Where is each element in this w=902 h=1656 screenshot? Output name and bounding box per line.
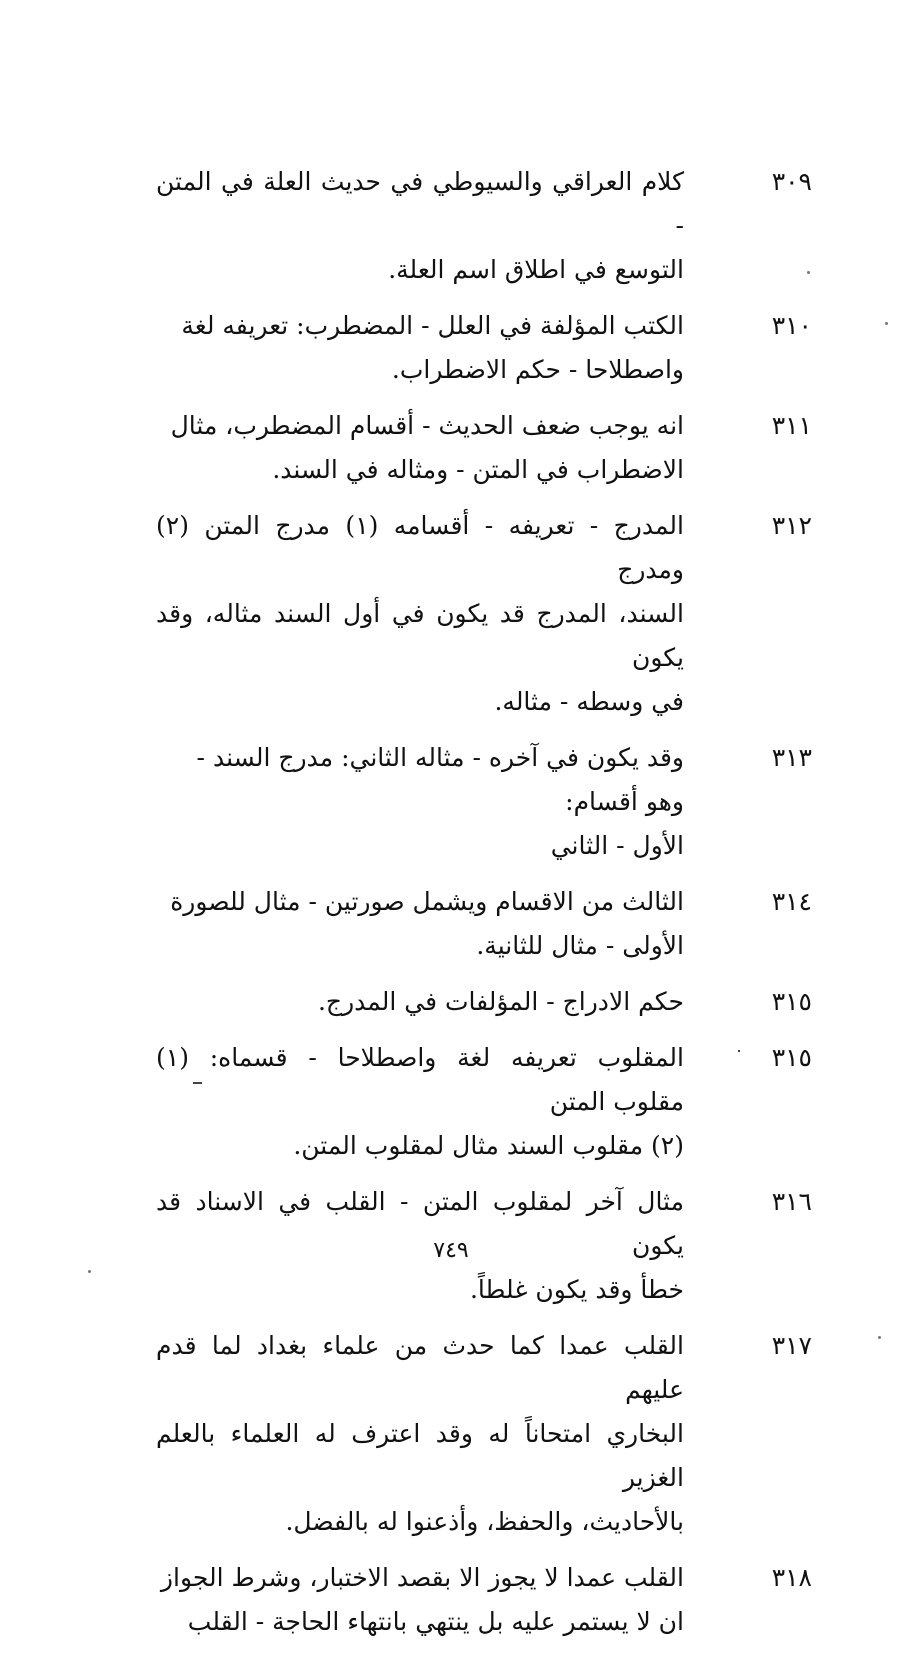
entry-page-number: ٣١٧ — [771, 1331, 812, 1360]
entry-line: (٢) مقلوب السند مثال لمقلوب المتن. — [293, 1131, 684, 1160]
entry-page-number: ٣١٢ — [771, 511, 812, 540]
entry-line: واصطلاحا - حكم الاضطراب. — [391, 355, 684, 384]
entry-line: التوسع في اطلاق اسم العلة. — [388, 255, 684, 284]
entry-page-number: ٣١١ — [771, 411, 812, 440]
entry-line: انه يوجب ضعف الحديث - أقسام المضطرب، مثال — [170, 411, 684, 440]
entry-text — [156, 304, 684, 392]
entry-text — [156, 504, 684, 724]
index-entry — [112, 160, 812, 292]
index-entry — [112, 1324, 812, 1544]
entry-page-number: ٣١٠ — [771, 311, 812, 340]
entry-line: السند، المدرج قد يكون في أول السند مثاله، وقد يكون — [156, 599, 684, 672]
entry-line: القلب عمدا كما حدث من علماء بغداد لما قدم عليهم — [156, 1331, 684, 1404]
entry-text — [156, 404, 684, 492]
entry-text — [156, 736, 684, 868]
entry-page-number: ٣١٦ — [771, 1187, 812, 1216]
scan-speck — [878, 1336, 881, 1339]
entry-line: الكتب المؤلفة في العلل - المضطرب: تعريفه لغة — [181, 311, 684, 340]
entry-text — [156, 880, 684, 968]
entry-text — [156, 160, 684, 292]
entry-page-number: ٣١٥ — [771, 1043, 812, 1072]
entry-page-number: ٣١٨ — [771, 1563, 812, 1592]
index-entry — [112, 736, 812, 868]
scan-mark — [738, 1050, 740, 1052]
index-entry — [112, 1556, 812, 1644]
entry-line: وقد يكون في آخره - مثاله الثاني: مدرج السند - — [196, 743, 684, 772]
page-number: ٧٤٩ — [433, 1238, 469, 1263]
entry-page-number: ٣١٣ — [771, 743, 812, 772]
entry-line: القلب عمدا لا يجوز الا بقصد الاختبار، وشرط الجواز — [160, 1563, 684, 1592]
index-entry — [112, 304, 812, 392]
entry-page-number: ٣١٥ — [771, 987, 812, 1016]
entry-line: كلام العراقي والسيوطي في حديث العلة في المتن - — [156, 167, 684, 240]
entry-line: ان لا يستمر عليه بل ينتهي بانتهاء الحاجة - القلب — [187, 1607, 684, 1636]
index-entry — [112, 1036, 812, 1168]
index-entry — [112, 404, 812, 492]
entry-line: مثال آخر لمقلوب المتن - القلب في الاسناد قد يكون — [156, 1187, 684, 1260]
index-entry — [112, 880, 812, 968]
entry-line: في وسطه - مثاله. — [494, 687, 684, 716]
entry-line: خطأ وقد يكون غلطاً. — [469, 1275, 684, 1304]
entry-text — [156, 1556, 684, 1644]
entry-page-number: ٣٠٩ — [771, 167, 812, 196]
index-entries — [112, 160, 812, 1656]
scan-speck — [807, 271, 810, 274]
entry-line: الأولى - مثال للثانية. — [476, 931, 684, 960]
index-entry — [112, 980, 812, 1024]
entry-line: الاضطراب في المتن - ومثاله في السند. — [272, 455, 684, 484]
entry-text — [156, 980, 684, 1024]
entry-line: وهو أقسام: — [565, 787, 684, 816]
entry-line: الثالث من الاقسام ويشمل صورتين - مثال للصورة — [170, 887, 684, 916]
entry-text — [156, 1036, 684, 1168]
entry-line: الأول - الثاني — [550, 831, 684, 860]
entry-line: المدرج - تعريفه - أقسامه (١) مدرج المتن (٢) ومدرج — [156, 511, 684, 584]
entry-line: بالأحاديث، والحفظ، وأذعنوا له بالفضل. — [285, 1507, 684, 1536]
scan-speck — [885, 322, 888, 325]
scan-speck — [88, 1270, 91, 1273]
scan-mark — [193, 1082, 202, 1084]
entry-line: البخاري امتحاناً له وقد اعترف له العلماء بالعلم الغزير — [156, 1419, 684, 1492]
entry-page-number: ٣١٤ — [771, 887, 812, 916]
index-entry — [112, 504, 812, 724]
entry-line: المقلوب تعريفه لغة واصطلاحا - قسماه: (١) مقلوب المتن — [156, 1043, 684, 1116]
entry-line: حكم الادراج - المؤلفات في المدرج. — [317, 987, 684, 1016]
entry-text — [156, 1324, 684, 1544]
